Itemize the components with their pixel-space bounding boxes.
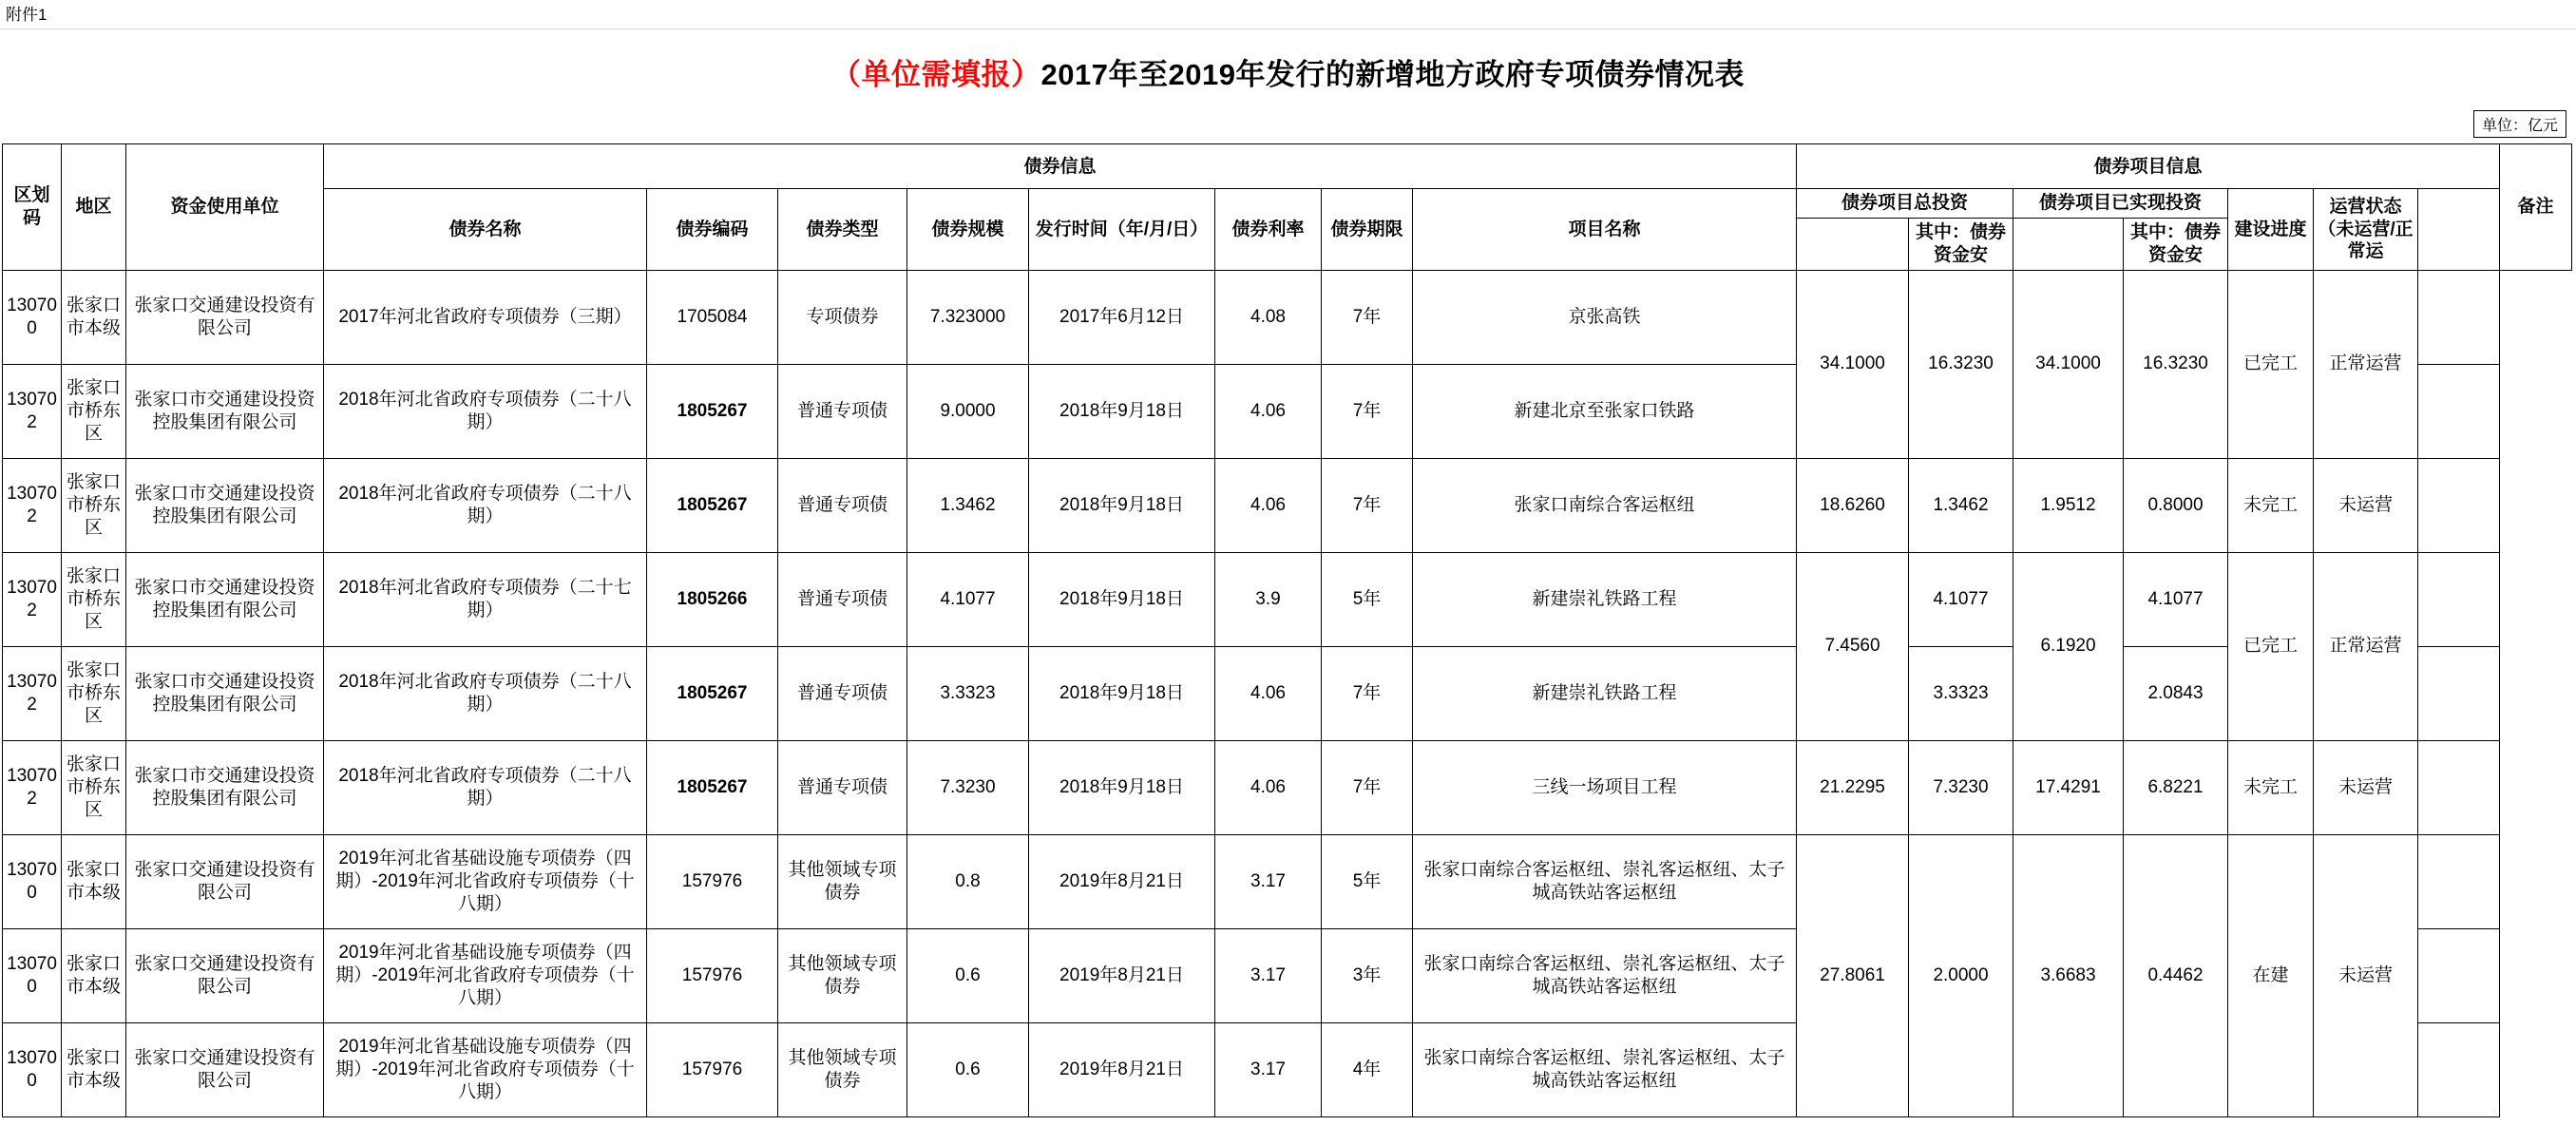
cell-operation-status: 未运营	[2314, 834, 2418, 1116]
cell-bond-scale: 0.6	[907, 928, 1029, 1022]
cell-region: 张家口市桥东区	[62, 646, 126, 740]
cell-total-invest-bond-fund: 7.3230	[1909, 740, 2013, 834]
th-project-name: 项目名称	[1413, 189, 1797, 270]
cell-bond-type: 普通专项债	[778, 740, 907, 834]
cell-operation-status: 正常运营	[2314, 552, 2418, 740]
cell-construction-progress: 已完工	[2228, 552, 2314, 740]
cell-bond-scale: 0.8	[907, 834, 1029, 928]
cell-region: 张家口市本级	[62, 270, 126, 364]
cell-done-invest: 1.9512	[2013, 458, 2124, 552]
cell-done-invest: 34.1000	[2013, 270, 2124, 458]
th-issue-date: 发行时间（年/月/日）	[1029, 189, 1215, 270]
th-group-bond-info: 债券信息	[324, 144, 1797, 189]
cell-bond-term: 3年	[1322, 928, 1413, 1022]
cell-bond-name: 2018年河北省政府专项债券（二十七期）	[324, 552, 647, 646]
cell-bond-term: 7年	[1322, 270, 1413, 364]
cell-fund-unit: 张家口交通建设投资有限公司	[126, 1022, 324, 1116]
table-header-sub-row	[3, 189, 2572, 219]
cell-bond-type: 普通专项债	[778, 552, 907, 646]
cell-operation-status: 正常运营	[2314, 270, 2418, 458]
cell-operation-status: 未运营	[2314, 740, 2418, 834]
cell-bond-no: 1805267	[647, 740, 778, 834]
cell-bond-scale: 9.0000	[907, 364, 1029, 458]
th-region-code: 区划码	[3, 144, 62, 270]
cell-construction-progress: 已完工	[2228, 270, 2314, 458]
cell-bond-rate: 3.9	[1215, 552, 1322, 646]
cell-bond-rate: 3.17	[1215, 928, 1322, 1022]
cell-bond-scale: 7.3230	[907, 740, 1029, 834]
cell-project-name: 三线一场项目工程	[1413, 740, 1797, 834]
cell-project-name: 张家口南综合客运枢纽、崇礼客运枢纽、太子城高铁站客运枢纽	[1413, 1022, 1797, 1116]
cell-bond-no: 1805267	[647, 364, 778, 458]
attachment-label: 附件1	[6, 6, 48, 24]
cell-bond-name: 2018年河北省政府专项债券（二十八期）	[324, 646, 647, 740]
cell-remark	[2418, 834, 2500, 928]
bond-table	[2, 143, 2572, 1116]
cell-total-invest-bond-fund: 2.0000	[1909, 834, 2013, 1116]
cell-bond-no: 1705084	[647, 270, 778, 364]
cell-remark	[2418, 552, 2500, 646]
cell-region: 张家口市本级	[62, 928, 126, 1022]
cell-bond-term: 5年	[1322, 834, 1413, 928]
th-operation-status: 运营状态（未运营/正常运	[2314, 189, 2418, 270]
cell-bond-name: 2019年河北省基础设施专项债券（四期）-2019年河北省政府专项债券（十八期）	[324, 834, 647, 928]
cell-total-invest-bond-fund: 16.3230	[1909, 270, 2013, 458]
cell-bond-rate: 4.06	[1215, 364, 1322, 458]
cell-remark	[2418, 270, 2500, 364]
cell-bond-type: 其他领域专项债券	[778, 1022, 907, 1116]
cell-construction-progress: 未完工	[2228, 458, 2314, 552]
table-row	[3, 458, 2572, 552]
cell-fund-unit: 张家口市交通建设投资控股集团有限公司	[126, 740, 324, 834]
cell-region-code: 130702	[3, 646, 62, 740]
cell-remark	[2418, 646, 2500, 740]
cell-operation-status: 未运营	[2314, 458, 2418, 552]
cell-project-name: 新建崇礼铁路工程	[1413, 552, 1797, 646]
cell-issue-date: 2019年8月21日	[1029, 1022, 1215, 1116]
cell-fund-unit: 张家口市交通建设投资控股集团有限公司	[126, 458, 324, 552]
cell-bond-no: 157976	[647, 1022, 778, 1116]
cell-bond-name: 2019年河北省基础设施专项债券（四期）-2019年河北省政府专项债券（十八期）	[324, 1022, 647, 1116]
table-header-group-row	[3, 144, 2572, 189]
cell-bond-rate: 4.06	[1215, 458, 1322, 552]
unit-note: 单位：亿元	[2473, 110, 2566, 138]
cell-total-invest: 21.2295	[1797, 740, 1909, 834]
cell-region-code: 130702	[3, 740, 62, 834]
cell-region-code: 130700	[3, 928, 62, 1022]
cell-bond-name: 2018年河北省政府专项债券（二十八期）	[324, 364, 647, 458]
th-done-invest-bond-fund: 其中：债券资金安	[2124, 219, 2228, 271]
cell-issue-date: 2018年9月18日	[1029, 458, 1215, 552]
cell-region: 张家口市桥东区	[62, 364, 126, 458]
title-main: 2017年至2019年发行的新增地方政府专项债券情况表	[1040, 58, 1745, 92]
th-group-project-info: 债券项目信息	[1797, 144, 2500, 189]
cell-region: 张家口市本级	[62, 834, 126, 928]
table-row	[3, 740, 2572, 834]
cell-project-name: 京张高铁	[1413, 270, 1797, 364]
table-row	[3, 270, 2572, 364]
cell-project-name: 张家口南综合客运枢纽、崇礼客运枢纽、太子城高铁站客运枢纽	[1413, 834, 1797, 928]
cell-issue-date: 2018年9月18日	[1029, 740, 1215, 834]
cell-bond-no: 157976	[647, 834, 778, 928]
page-title	[0, 29, 2576, 106]
cell-done-invest-bond-fund: 16.3230	[2124, 270, 2228, 458]
cell-issue-date: 2019年8月21日	[1029, 834, 1215, 928]
cell-done-invest: 17.4291	[2013, 740, 2124, 834]
th-bond-name: 债券名称	[324, 189, 647, 270]
cell-fund-unit: 张家口交通建设投资有限公司	[126, 270, 324, 364]
th-construction-progress: 建设进度	[2228, 189, 2314, 270]
cell-issue-date: 2018年9月18日	[1029, 364, 1215, 458]
cell-remark	[2418, 1022, 2500, 1116]
th-region: 地区	[62, 144, 126, 270]
table-row	[3, 646, 2572, 740]
th-bond-scale: 债券规模	[907, 189, 1029, 270]
cell-bond-term: 7年	[1322, 364, 1413, 458]
cell-bond-name: 2017年河北省政府专项债券（三期）	[324, 270, 647, 364]
cell-region: 张家口市本级	[62, 1022, 126, 1116]
cell-total-invest-bond-fund: 3.3323	[1909, 646, 2013, 740]
cell-remark	[2418, 740, 2500, 834]
cell-done-invest-bond-fund: 4.1077	[2124, 552, 2228, 646]
th-bond-term: 债券期限	[1322, 189, 1413, 270]
cell-total-invest: 27.8061	[1797, 834, 1909, 1116]
th-project-total-invest: 债券项目总投资	[1797, 189, 2013, 219]
cell-project-name: 张家口南综合客运枢纽、崇礼客运枢纽、太子城高铁站客运枢纽	[1413, 928, 1797, 1022]
cell-bond-term: 7年	[1322, 646, 1413, 740]
cell-bond-name: 2018年河北省政府专项债券（二十八期）	[324, 458, 647, 552]
cell-bond-rate: 4.06	[1215, 740, 1322, 834]
cell-fund-unit: 张家口市交通建设投资控股集团有限公司	[126, 646, 324, 740]
cell-remark	[2418, 928, 2500, 1022]
title-prefix: （单位需填报）	[831, 58, 1041, 92]
cell-remark	[2418, 364, 2500, 458]
cell-region-code: 130700	[3, 834, 62, 928]
cell-region: 张家口市桥东区	[62, 740, 126, 834]
cell-issue-date: 2018年9月18日	[1029, 646, 1215, 740]
cell-bond-scale: 0.6	[907, 1022, 1029, 1116]
cell-bond-rate: 4.08	[1215, 270, 1322, 364]
cell-region-code: 130702	[3, 458, 62, 552]
cell-region: 张家口市桥东区	[62, 458, 126, 552]
cell-bond-name: 2019年河北省基础设施专项债券（四期）-2019年河北省政府专项债券（十八期）	[324, 928, 647, 1022]
cell-bond-no: 1805266	[647, 552, 778, 646]
cell-project-name: 新建北京至张家口铁路	[1413, 364, 1797, 458]
cell-total-invest-bond-fund: 4.1077	[1909, 552, 2013, 646]
cell-total-invest: 34.1000	[1797, 270, 1909, 458]
cell-bond-no: 1805267	[647, 458, 778, 552]
cell-bond-term: 4年	[1322, 1022, 1413, 1116]
th-total-invest-bond-fund: 其中：债券资金安	[1909, 219, 2013, 271]
cell-bond-name: 2018年河北省政府专项债券（二十八期）	[324, 740, 647, 834]
table-row	[3, 552, 2572, 646]
cell-construction-progress: 未完工	[2228, 740, 2314, 834]
cell-bond-type: 普通专项债	[778, 458, 907, 552]
cell-region-code: 130702	[3, 364, 62, 458]
cell-done-invest: 3.6683	[2013, 834, 2124, 1116]
cell-bond-rate: 3.17	[1215, 834, 1322, 928]
cell-bond-term: 7年	[1322, 740, 1413, 834]
th-total-invest-blank	[1797, 219, 1909, 271]
cell-region-code: 130700	[3, 1022, 62, 1116]
th-bond-no: 债券编码	[647, 189, 778, 270]
th-fund-unit: 资金使用单位	[126, 144, 324, 270]
cell-issue-date: 2018年9月18日	[1029, 552, 1215, 646]
cell-project-name: 张家口南综合客运枢纽	[1413, 458, 1797, 552]
cell-bond-rate: 3.17	[1215, 1022, 1322, 1116]
cell-fund-unit: 张家口交通建设投资有限公司	[126, 834, 324, 928]
unit-note-row	[0, 106, 2576, 143]
cell-total-invest: 18.6260	[1797, 458, 1909, 552]
cell-bond-term: 5年	[1322, 552, 1413, 646]
cell-bond-scale: 7.323000	[907, 270, 1029, 364]
cell-region-code: 130700	[3, 270, 62, 364]
cell-bond-type: 其他领域专项债券	[778, 834, 907, 928]
cell-issue-date: 2019年8月21日	[1029, 928, 1215, 1022]
cell-bond-type: 专项债券	[778, 270, 907, 364]
cell-bond-scale: 3.3323	[907, 646, 1029, 740]
cell-region-code: 130702	[3, 552, 62, 646]
cell-done-invest-bond-fund: 0.4462	[2124, 834, 2228, 1116]
cell-total-invest-bond-fund: 1.3462	[1909, 458, 2013, 552]
th-done-invest-blank	[2013, 219, 2124, 271]
cell-bond-type: 普通专项债	[778, 646, 907, 740]
cell-bond-no: 157976	[647, 928, 778, 1022]
cell-fund-unit: 张家口市交通建设投资控股集团有限公司	[126, 364, 324, 458]
cell-fund-unit: 张家口市交通建设投资控股集团有限公司	[126, 552, 324, 646]
cell-issue-date: 2017年6月12日	[1029, 270, 1215, 364]
cell-bond-scale: 4.1077	[907, 552, 1029, 646]
th-bond-rate: 债券利率	[1215, 189, 1322, 270]
cell-bond-no: 1805267	[647, 646, 778, 740]
cell-fund-unit: 张家口交通建设投资有限公司	[126, 928, 324, 1022]
cell-construction-progress: 在建	[2228, 834, 2314, 1116]
cell-bond-rate: 4.06	[1215, 646, 1322, 740]
cell-done-invest: 6.1920	[2013, 552, 2124, 740]
cell-bond-type: 其他领域专项债券	[778, 928, 907, 1022]
cell-done-invest-bond-fund: 6.8221	[2124, 740, 2228, 834]
cell-bond-scale: 1.3462	[907, 458, 1029, 552]
th-bond-type: 债券类型	[778, 189, 907, 270]
table-row	[3, 834, 2572, 928]
cell-region: 张家口市桥东区	[62, 552, 126, 646]
cell-done-invest-bond-fund: 0.8000	[2124, 458, 2228, 552]
th-project-done-invest: 债券项目已实现投资	[2013, 189, 2228, 219]
cell-done-invest-bond-fund: 2.0843	[2124, 646, 2228, 740]
cell-bond-type: 普通专项债	[778, 364, 907, 458]
cell-remark	[2418, 458, 2500, 552]
cell-total-invest: 7.4560	[1797, 552, 1909, 740]
cell-bond-term: 7年	[1322, 458, 1413, 552]
cell-project-name: 新建崇礼铁路工程	[1413, 646, 1797, 740]
th-remark: 备注	[2500, 144, 2572, 270]
